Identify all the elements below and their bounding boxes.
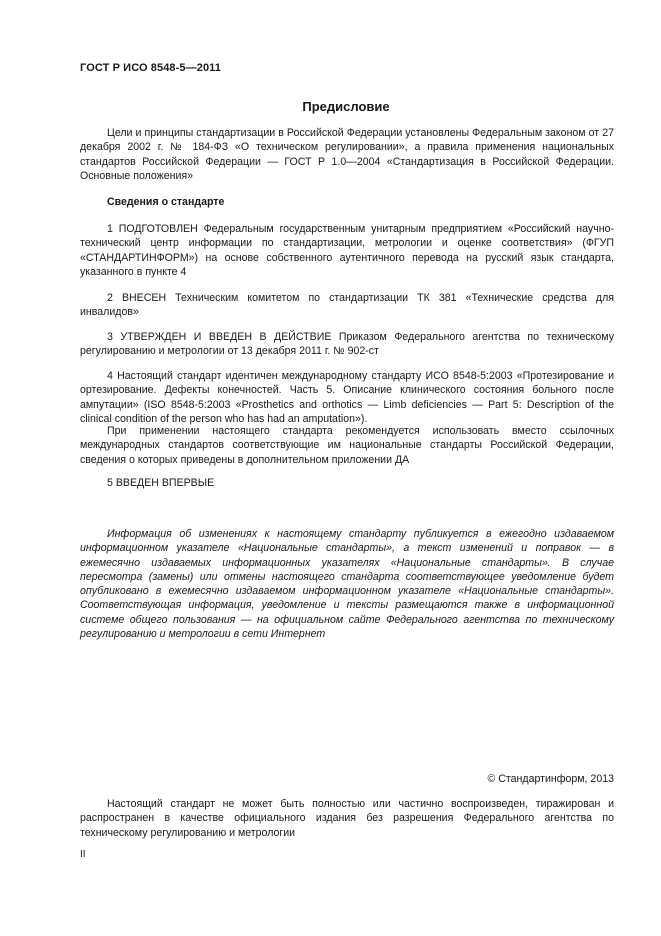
intro-paragraph: Цели и принципы стандартизации в Российской Федерации установлены Федеральным законом от 27 декабря 2002 г. № 184-ФЗ «О техническом регулировании», а правила применения национальных стандартов Российской Федерации — ГОСТ Р 1.0—2004 «Стандартизация в Российской Федерации. Основные положения» bbox=[80, 127, 614, 182]
info-heading: Сведения о стандарте bbox=[107, 196, 225, 208]
item-4-paragraph: 4 Настоящий стандарт идентичен международному стандарту ИСО 8548-5:2003 «Протезирование и ортезирование. Дефекты конечностей. Часть 5. Описание клинического состояния больного после ампутации» (ISO 8548-5:2003 «Prosthetics and orthotics — Limb deficiencies — Part 5: Description of the clinical condition of the person who has had an amputation»). bbox=[80, 370, 614, 425]
item-3-paragraph: 3 УТВЕРЖДЕН И ВВЕДЕН В ДЕЙСТВИЕ Приказом Федерального агентства по техническому регулированию и метрологии от 13 декабря 2011 г. № 902-ст bbox=[80, 331, 614, 358]
item-2-paragraph: 2 ВНЕСЕН Техническим комитетом по стандартизации ТК 381 «Технические средства для инвалидов» bbox=[80, 292, 614, 319]
legal-paragraph: Настоящий стандарт не может быть полностью или частично воспроизведен, тиражирован и распространен в качестве официального издания без разрешения Федерального агентства по техническому регулированию и метрологии bbox=[80, 798, 614, 839]
page-title: Предисловие bbox=[302, 99, 390, 114]
page-number: II bbox=[80, 849, 86, 860]
document-header: ГОСТ Р ИСО 8548-5—2011 bbox=[80, 62, 221, 74]
item-5-paragraph: 5 ВВЕДЕН ВПЕРВЫЕ bbox=[107, 477, 215, 489]
notice-paragraph: Информация об изменениях к настоящему стандарту публикуется в ежегодно издаваемом информационном указателе «Национальные стандарты», а текст изменений и поправок — в ежемесячно издаваемых информационных указателях «Национальные стандарты». В случае пересмотра (замены) или отмены настоящего стандарта соответствующее уведомление будет опубликовано в ежемесячно издаваемом информационном указателе «Национальные стандарты». Соответствующая информация, уведомление и тексты размещаются также в информационной системе общего пользования — на официальном сайте Федерального агентства по техническому регулированию и метрологии в сети Интернет bbox=[80, 528, 614, 641]
copyright-line: © Стандартинформ, 2013 bbox=[487, 773, 614, 785]
item-1-paragraph: 1 ПОДГОТОВЛЕН Федеральным государственным унитарным предприятием «Российский научно-технический центр информации по стандартизации, метрологии и оценке соответствия» (ФГУП «СТАНДАРТИНФОРМ») на основе собственного аутентичного перевода на русский язык стандарта, указанного в пункте 4 bbox=[80, 223, 614, 278]
item-4-note-paragraph: При применении настоящего стандарта рекомендуется использовать вместо ссылочных международных стандартов соответствующие им национальные стандарты Российской Федерации, сведения о которых приведены в дополнительном приложении ДА bbox=[80, 425, 614, 466]
